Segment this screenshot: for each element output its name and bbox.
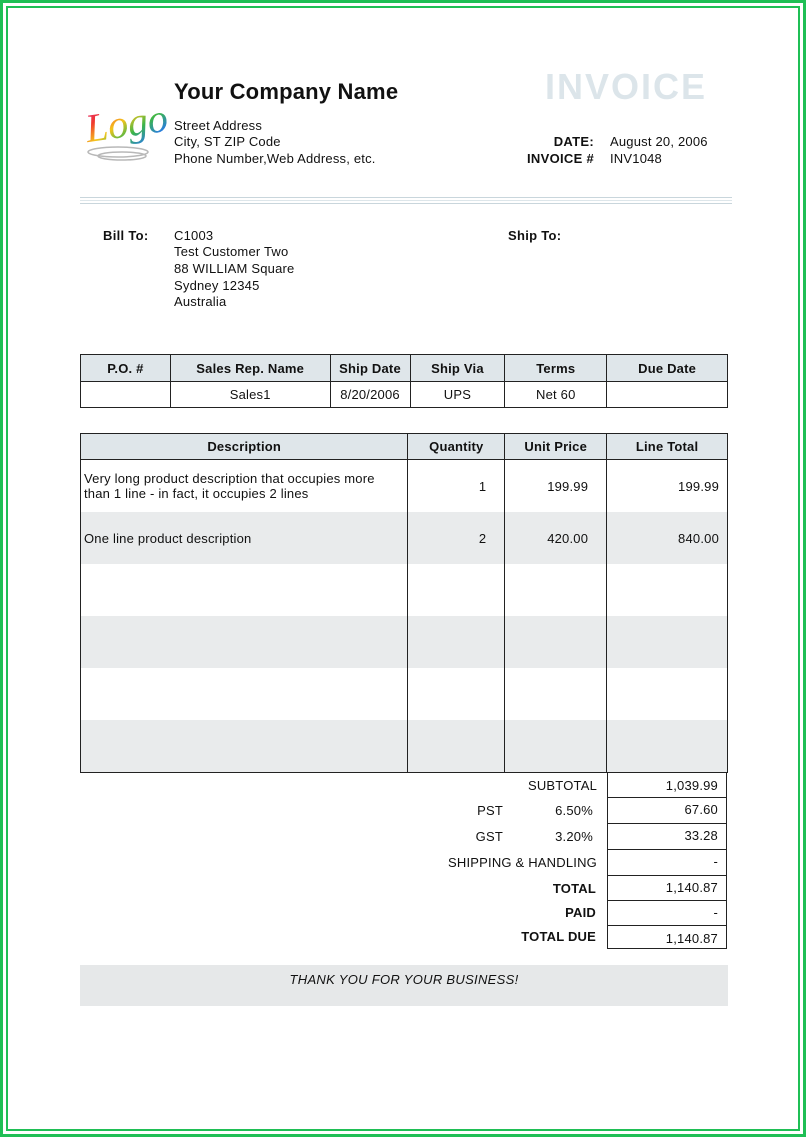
total-due-label: TOTAL DUE — [521, 929, 596, 944]
item-quantity — [408, 564, 505, 616]
item-line-total: 199.99 — [607, 460, 728, 513]
sales-rep-header: Sales Rep. Name — [170, 355, 330, 382]
pst-value: 67.60 — [607, 797, 727, 824]
item-description — [81, 564, 408, 616]
ship-via-value: UPS — [410, 382, 505, 408]
item-quantity: 1 — [408, 460, 505, 513]
table-row — [81, 460, 728, 513]
item-quantity — [408, 668, 505, 720]
bill-to-line: C1003 — [174, 228, 214, 243]
sales-rep-value: Sales1 — [170, 382, 330, 408]
ship-via-header: Ship Via — [410, 355, 505, 382]
table-row — [81, 512, 728, 564]
invoice-number-value: INV1048 — [610, 151, 662, 166]
line-items-table — [80, 433, 728, 773]
company-street: Street Address — [174, 118, 263, 133]
order-info-header-row — [81, 355, 728, 382]
po-number-header: P.O. # — [81, 355, 171, 382]
date-value: August 20, 2006 — [610, 134, 708, 149]
due-date-header: Due Date — [607, 355, 728, 382]
item-description — [81, 668, 408, 720]
item-unit-price — [505, 616, 607, 668]
logo-text: Logo — [82, 94, 171, 151]
total-value: 1,140.87 — [607, 875, 727, 901]
invoice-title: INVOICE — [545, 66, 708, 107]
table-row — [81, 668, 728, 720]
company-logo — [80, 88, 171, 166]
bill-to-line: Test Customer Two — [174, 244, 289, 259]
item-line-total: 840.00 — [607, 512, 728, 564]
terms-value: Net 60 — [505, 382, 607, 408]
item-unit-price — [505, 668, 607, 720]
item-description — [81, 720, 408, 773]
item-unit-price: 199.99 — [505, 460, 607, 513]
table-row — [81, 720, 728, 773]
quantity-header: Quantity — [408, 434, 505, 460]
items-header-row — [81, 434, 728, 460]
bill-to-line: Sydney 12345 — [174, 278, 260, 293]
due-date-value — [607, 382, 728, 408]
ship-date-value: 8/20/2006 — [330, 382, 410, 408]
shipping-value: - — [607, 849, 727, 876]
item-line-total — [607, 564, 728, 616]
company-name: Your Company Name — [174, 79, 399, 104]
order-info-table — [80, 354, 728, 408]
order-info-value-row — [81, 382, 728, 408]
pst-rate: 6.50% — [555, 803, 593, 818]
pst-label: PST — [477, 803, 503, 818]
ship-to-label: Ship To: — [508, 228, 562, 243]
item-unit-price — [505, 564, 607, 616]
logo-icon — [80, 88, 171, 166]
header-divider — [80, 197, 732, 207]
terms-header: Terms — [505, 355, 607, 382]
line-total-header: Line Total — [607, 434, 728, 460]
paid-label: PAID — [565, 905, 596, 920]
gst-rate: 3.20% — [555, 829, 593, 844]
item-description: Very long product description that occupies more than 1 line - in fact, it occupies 2 lines — [81, 460, 408, 513]
subtotal-value: 1,039.99 — [607, 772, 727, 798]
ship-date-header: Ship Date — [330, 355, 410, 382]
table-row — [81, 564, 728, 616]
total-due-value: 1,140.87 — [607, 925, 727, 949]
company-city-line: City, ST ZIP Code — [174, 134, 281, 149]
company-contact-line: Phone Number,Web Address, etc. — [174, 151, 376, 166]
table-row — [81, 616, 728, 668]
paid-value: - — [607, 900, 727, 926]
item-quantity — [408, 720, 505, 773]
item-unit-price: 420.00 — [505, 512, 607, 564]
po-number-value — [81, 382, 171, 408]
item-line-total — [607, 616, 728, 668]
total-label: TOTAL — [552, 881, 596, 896]
invoice-number-label: INVOICE # — [527, 151, 594, 166]
item-description: One line product description — [81, 512, 408, 564]
bill-to-line: 88 WILLIAM Square — [174, 261, 295, 276]
gst-value: 33.28 — [607, 823, 727, 850]
thank-you-banner: THANK YOU FOR YOUR BUSINESS! — [80, 965, 728, 1006]
bill-to-label: Bill To: — [103, 228, 149, 243]
item-quantity — [408, 616, 505, 668]
item-line-total — [607, 720, 728, 773]
item-description — [81, 616, 408, 668]
item-line-total — [607, 668, 728, 720]
item-unit-price — [505, 720, 607, 773]
shipping-label: SHIPPING & HANDLING — [448, 855, 597, 870]
bill-to-line: Australia — [174, 294, 227, 309]
description-header: Description — [81, 434, 408, 460]
item-quantity: 2 — [408, 512, 505, 564]
date-label: DATE: — [553, 134, 594, 149]
unit-price-header: Unit Price — [505, 434, 607, 460]
gst-label: GST — [475, 829, 503, 844]
subtotal-label: SUBTOTAL — [527, 778, 597, 793]
